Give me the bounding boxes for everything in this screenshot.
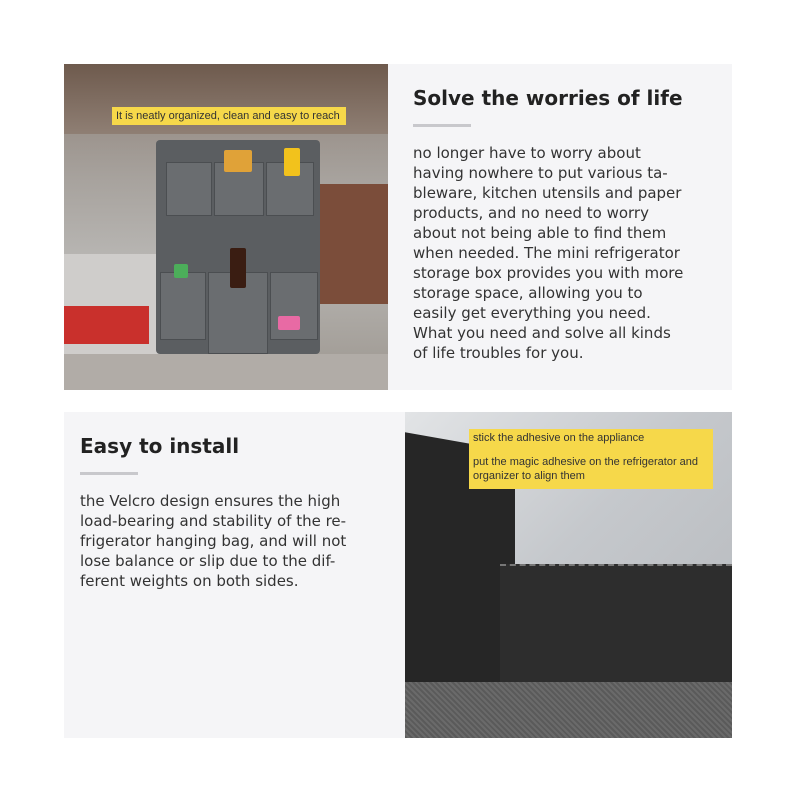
organizer-pocket [160,272,206,340]
red-box [64,306,149,344]
section-heading-install: Easy to install [80,434,240,458]
photo-caption-adhesive [469,429,713,489]
floor [64,354,388,390]
soy-sauce-bottle [230,248,246,288]
organizer-pocket [166,162,212,216]
hanging-organizer [156,140,320,354]
caption-adhesive-line-2: put the magic adhesive on the refrigerator and organizer to align them [473,456,699,482]
section-heading-worries: Solve the worries of life [413,86,683,110]
kitchen-shelf [318,184,388,304]
green-cap [174,264,188,278]
jar [224,150,252,172]
heading-divider [80,472,138,475]
top-text-column [413,86,723,363]
caption-adhesive-line-1: stick the adhesive on the appliance [473,432,645,444]
organizer-fabric [405,682,732,738]
heading-divider [413,124,471,127]
section-body-worries: no longer have to worry about having nowhere to put various ta- bleware, kitchen utensils and paper products, and no need to worry about not being able to find them when needed. The mini refrigerator storage box provides you with more storage space, allowing you to easily get everything you need. What you need and solve all kinds of life troubles for you. [413,144,684,362]
velcro-strap-horizontal [500,564,732,688]
sauce-bottle [284,148,300,176]
bottom-text-column [80,434,380,591]
photo-caption-organized: It is neatly organized, clean and easy to reach [112,107,346,125]
section-body-install: the Velcro design ensures the high load-bearing and stability of the re- frigerator hanging bag, and will not lose balance or slip due to the dif- ferent weights on both sides. [80,492,347,590]
pink-item [278,316,300,330]
